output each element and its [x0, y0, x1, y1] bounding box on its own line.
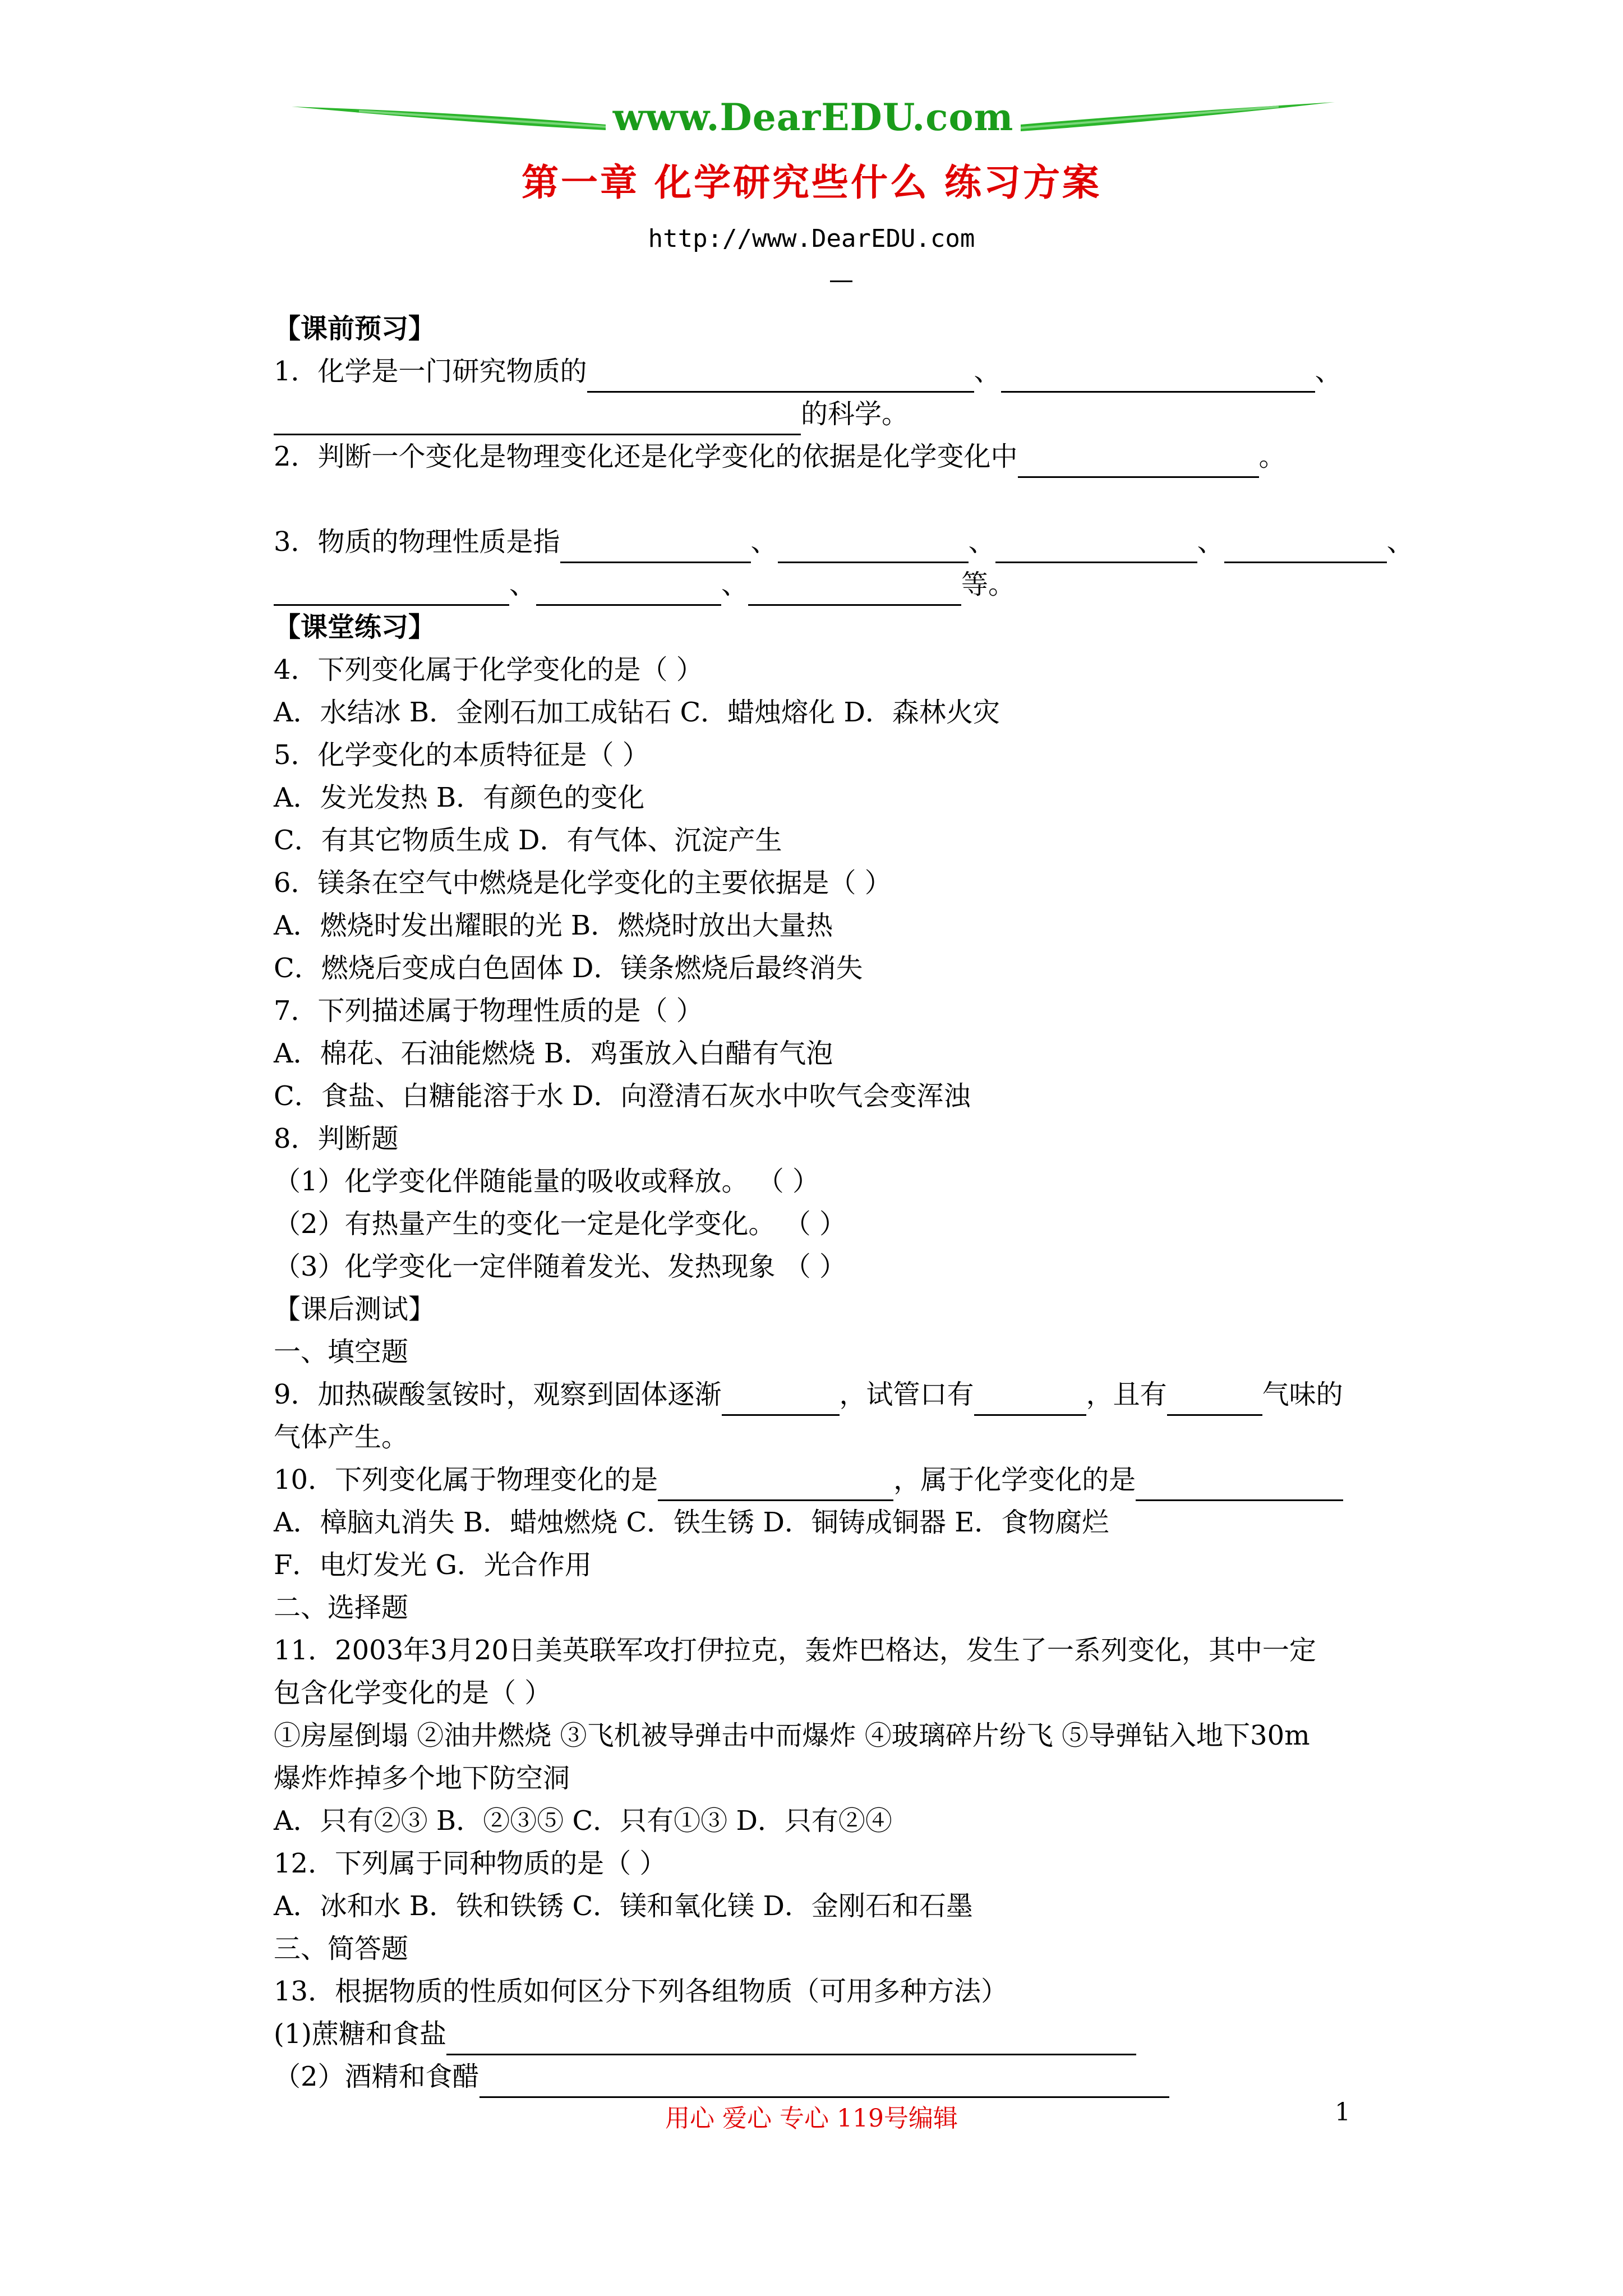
question-6-options-ab: A．燃烧时发出耀眼的光 B．燃烧时放出大量热	[274, 910, 833, 941]
question-11-events: ①房屋倒塌 ②油井燃烧 ③飞机被导弹击中而爆炸 ④玻璃碎片纷飞 ⑤导弹钻入地下30m	[274, 1720, 1310, 1751]
question-7: 7．下列描述属于物理性质的是（ ）	[274, 995, 703, 1027]
judge-item-1: （1）化学变化伴随能量的吸收或释放。 （ ）	[274, 1166, 820, 1197]
question-13-item-2: （2）酒精和食醋	[274, 2055, 1423, 2098]
question-6-options-cd: C．燃烧后变成白色固体 D．镁条燃烧后最终消失	[274, 953, 863, 984]
section-preview-heading: 【课前预习】	[274, 313, 436, 344]
question-10-options-fg: F．电灯发光 G．光合作用	[274, 1549, 592, 1581]
answer-line[interactable]	[479, 2064, 1169, 2098]
blank[interactable]	[587, 358, 974, 393]
part-choice-heading: 二、选择题	[274, 1592, 409, 1623]
judge-item-3: （3）化学变化一定伴随着发光、发热现象 （ ）	[274, 1251, 847, 1282]
question-2: 2．判断一个变化是物理变化还是化学变化的依据是化学变化中 。	[274, 435, 1423, 478]
question-8: 8．判断题	[274, 1123, 399, 1154]
blank[interactable]	[274, 401, 801, 435]
question-11: 11．2003年3月20日美英联军攻打伊拉克，轰炸巴格达，发生了一系列变化，其中一定	[274, 1635, 1316, 1666]
blank[interactable]	[1018, 444, 1259, 478]
source-url: http://www.DearEDU.com	[648, 224, 975, 253]
question-4: 4．下列变化属于化学变化的是（ ）	[274, 654, 703, 685]
question-1: 1．化学是一门研究物质的 、 、	[274, 350, 1423, 393]
blank[interactable]	[778, 529, 969, 563]
blank[interactable]	[1001, 358, 1315, 393]
question-7-options-ab: A．棉花、石油能燃烧 B．鸡蛋放入白醋有气泡	[274, 1038, 833, 1069]
question-5-options-ab: A．发光发热 B．有颜色的变化	[274, 782, 645, 813]
blank[interactable]	[274, 572, 509, 606]
blank[interactable]	[722, 1382, 840, 1416]
page-title: 第一章 化学研究些什么 练习方案	[522, 160, 1101, 204]
blank[interactable]	[1136, 1467, 1343, 1501]
blank[interactable]	[1224, 529, 1387, 563]
section-class-heading: 【课堂练习】	[274, 611, 436, 643]
question-12-options: A．冰和水 B．铁和铁锈 C．镁和氧化镁 D．金刚石和石墨	[274, 1890, 973, 1922]
blank[interactable]	[995, 529, 1197, 563]
banner-text: www.DearEDU.com	[612, 95, 1014, 139]
footer-text: 用心 爱心 专心 119号编辑	[665, 2104, 958, 2133]
page-number: 1	[1335, 2098, 1350, 2127]
section-after-heading: 【课后测试】	[274, 1294, 436, 1325]
question-3-cont: 、 、 等。	[274, 563, 1423, 606]
blank[interactable]	[560, 529, 751, 563]
blank[interactable]	[1167, 1382, 1262, 1416]
site-banner	[292, 90, 1335, 151]
question-9: 9．加热碳酸氢铵时，观察到固体逐渐 ，试管口有 ，且有 气味的	[274, 1373, 1423, 1416]
question-10: 10．下列变化属于物理变化的是 ，属于化学变化的是	[274, 1458, 1423, 1501]
question-9-cont: 气体产生。	[274, 1421, 409, 1453]
question-11-cont: 包含化学变化的是（ ）	[274, 1677, 552, 1709]
question-10-options-ae: A．樟脑丸消失 B．蜡烛燃烧 C．铁生锈 D．铜铸成铜器 E．食物腐烂	[274, 1507, 1109, 1538]
question-3: 3．物质的物理性质是指 、 、 、 、	[274, 521, 1423, 563]
question-4-options: A．水结冰 B．金刚石加工成钻石 C．蜡烛熔化 D．森林火灾	[274, 697, 1000, 728]
blank[interactable]	[974, 1382, 1086, 1416]
question-13-item-1: (1)蔗糖和食盐	[274, 2013, 1423, 2055]
question-12: 12．下列属于同种物质的是（ ）	[274, 1848, 667, 1879]
blank[interactable]	[658, 1467, 893, 1501]
question-11-events-cont: 爆炸炸掉多个地下防空洞	[274, 1763, 570, 1794]
question-7-options-cd: C．食盐、白糖能溶于水 D．向澄清石灰水中吹气会变浑浊	[274, 1080, 971, 1112]
question-5: 5．化学变化的本质特征是（ ）	[274, 739, 649, 771]
part-short-answer-heading: 三、简答题	[274, 1933, 409, 1964]
question-1-cont: 的科学。	[274, 393, 1423, 435]
answer-line[interactable]	[446, 2021, 1136, 2055]
question-6: 6．镁条在空气中燃烧是化学变化的主要依据是（ ）	[274, 867, 892, 899]
judge-item-2: （2）有热量产生的变化一定是化学变化。 （ ）	[274, 1208, 847, 1240]
blank[interactable]	[536, 572, 721, 606]
blank[interactable]	[748, 572, 961, 606]
exercise-content	[274, 307, 1423, 2098]
question-11-options: A．只有②③ B．②③⑤ C．只有①③ D．只有②④	[274, 1805, 892, 1837]
dash-mark	[830, 280, 852, 282]
part-fill-heading: 一、填空题	[274, 1336, 409, 1368]
question-13: 13．根据物质的性质如何区分下列各组物质（可用多种方法）	[274, 1976, 1008, 2007]
question-5-options-cd: C．有其它物质生成 D．有气体、沉淀产生	[274, 825, 782, 856]
